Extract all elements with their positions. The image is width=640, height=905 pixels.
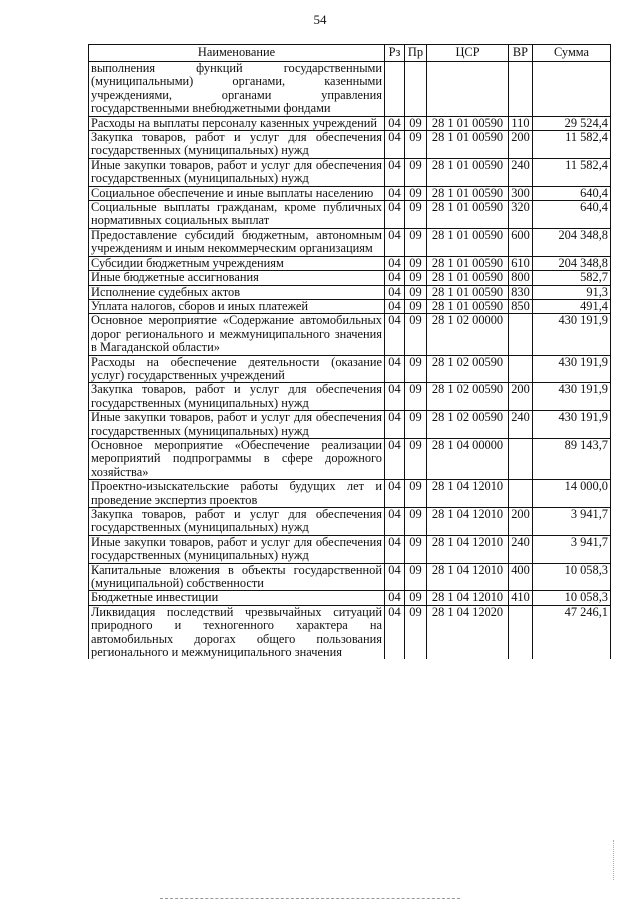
cell-sum: 582,7 xyxy=(533,271,611,285)
cell-pr: 09 xyxy=(405,285,427,299)
cell-csr: 28 1 01 00590 xyxy=(427,131,509,159)
table-row xyxy=(89,508,611,536)
table-row xyxy=(89,256,611,270)
cell-vr xyxy=(509,62,533,117)
cell-name: Бюджетные инвестиции xyxy=(89,591,385,605)
cell-name: Уплата налогов, сборов и иных платежей xyxy=(89,299,385,313)
cell-pr: 09 xyxy=(405,228,427,256)
cell-vr: 610 xyxy=(509,256,533,270)
cell-pr: 09 xyxy=(405,201,427,229)
cell-csr: 28 1 01 00590 xyxy=(427,271,509,285)
cell-csr: 28 1 01 00590 xyxy=(427,256,509,270)
table-row xyxy=(89,158,611,186)
cell-rz: 04 xyxy=(385,299,405,313)
cell-rz: 04 xyxy=(385,383,405,411)
cell-pr: 09 xyxy=(405,411,427,439)
cell-pr: 09 xyxy=(405,591,427,605)
cell-pr: 09 xyxy=(405,563,427,591)
cell-name: Ликвидация последствий чрезвычайных ситуаций природного и техногенного характера на автомобильных дорогах общего пользования регионального и межмуниципального значения xyxy=(89,605,385,659)
table-row xyxy=(89,383,611,411)
cell-csr: 28 1 01 00590 xyxy=(427,299,509,313)
cell-sum: 204 348,8 xyxy=(533,228,611,256)
cell-sum: 47 246,1 xyxy=(533,605,611,659)
cell-name: Социальные выплаты гражданам, кроме публичных нормативных социальных выплат xyxy=(89,201,385,229)
cell-sum: 10 058,3 xyxy=(533,591,611,605)
cell-csr: 28 1 01 00590 xyxy=(427,186,509,200)
cell-sum: 204 348,8 xyxy=(533,256,611,270)
table-row xyxy=(89,411,611,439)
cell-rz: 04 xyxy=(385,116,405,130)
cell-rz xyxy=(385,62,405,117)
cell-pr: 09 xyxy=(405,605,427,659)
table-row xyxy=(89,355,611,383)
cell-csr: 28 1 04 12010 xyxy=(427,563,509,591)
cell-csr xyxy=(427,62,509,117)
cell-name: Иные закупки товаров, работ и услуг для обеспечения государственных (муниципальных) нужд xyxy=(89,535,385,563)
cell-sum: 491,4 xyxy=(533,299,611,313)
cell-rz: 04 xyxy=(385,131,405,159)
cell-name: Иные бюджетные ассигнования xyxy=(89,271,385,285)
cell-csr: 28 1 01 00590 xyxy=(427,228,509,256)
cell-name: Капитальные вложения в объекты государственной (муниципальной) собственности xyxy=(89,563,385,591)
cell-rz: 04 xyxy=(385,256,405,270)
cell-pr: 09 xyxy=(405,383,427,411)
cell-sum: 3 941,7 xyxy=(533,535,611,563)
header-csr: ЦСР xyxy=(427,45,509,62)
table-row xyxy=(89,605,611,659)
cell-rz: 04 xyxy=(385,591,405,605)
cell-pr: 09 xyxy=(405,355,427,383)
cell-rz: 04 xyxy=(385,480,405,508)
cell-rz: 04 xyxy=(385,535,405,563)
cell-pr: 09 xyxy=(405,314,427,355)
cell-vr xyxy=(509,480,533,508)
cell-vr: 200 xyxy=(509,508,533,536)
cell-name: Основное мероприятие «Обеспечение реализации мероприятий подпрограммы в сфере дорожного хозяйства» xyxy=(89,438,385,479)
table-row xyxy=(89,186,611,200)
cell-rz: 04 xyxy=(385,314,405,355)
cell-sum: 430 191,9 xyxy=(533,383,611,411)
cell-sum: 430 191,9 xyxy=(533,314,611,355)
cell-sum: 14 000,0 xyxy=(533,480,611,508)
table-row xyxy=(89,563,611,591)
header-name: Наименование xyxy=(89,45,385,62)
cell-csr: 28 1 02 00590 xyxy=(427,355,509,383)
cell-csr: 28 1 04 12010 xyxy=(427,535,509,563)
cell-sum: 640,4 xyxy=(533,201,611,229)
cell-pr: 09 xyxy=(405,271,427,285)
cell-sum: 10 058,3 xyxy=(533,563,611,591)
cell-csr: 28 1 01 00590 xyxy=(427,158,509,186)
cell-csr: 28 1 01 00590 xyxy=(427,116,509,130)
cell-pr: 09 xyxy=(405,508,427,536)
cell-rz: 04 xyxy=(385,201,405,229)
table-row xyxy=(89,299,611,313)
cell-csr: 28 1 02 00590 xyxy=(427,383,509,411)
cell-name: Иные закупки товаров, работ и услуг для обеспечения государственных (муниципальных) нужд xyxy=(89,411,385,439)
cell-pr: 09 xyxy=(405,535,427,563)
cell-pr: 09 xyxy=(405,158,427,186)
cell-csr: 28 1 04 12010 xyxy=(427,480,509,508)
cell-vr: 400 xyxy=(509,563,533,591)
cell-rz: 04 xyxy=(385,563,405,591)
cell-pr: 09 xyxy=(405,186,427,200)
cell-name: Расходы на обеспечение деятельности (оказание услуг) государственных учреждений xyxy=(89,355,385,383)
cell-rz: 04 xyxy=(385,285,405,299)
cell-vr: 240 xyxy=(509,411,533,439)
page-number: 54 xyxy=(313,12,327,27)
cell-csr: 28 1 04 12010 xyxy=(427,508,509,536)
cell-vr xyxy=(509,355,533,383)
header-sum: Сумма xyxy=(533,45,611,62)
cell-pr: 09 xyxy=(405,480,427,508)
cell-name: Проектно-изыскательские работы будущих лет и проведение экспертиз проектов xyxy=(89,480,385,508)
table-row xyxy=(89,116,611,130)
header-rz: Рз xyxy=(385,45,405,62)
cell-vr: 200 xyxy=(509,131,533,159)
cell-name: Основное мероприятие «Содержание автомобильных дорог регионального и межмуниципального значения в Магаданской области» xyxy=(89,314,385,355)
cell-vr xyxy=(509,314,533,355)
table-row xyxy=(89,591,611,605)
cell-rz: 04 xyxy=(385,508,405,536)
cell-name: Предоставление субсидий бюджетным, автономным учреждениям и иным некоммерческим организациям xyxy=(89,228,385,256)
cell-vr xyxy=(509,605,533,659)
cell-rz: 04 xyxy=(385,271,405,285)
cell-csr: 28 1 04 12010 xyxy=(427,591,509,605)
budget-table xyxy=(88,44,611,659)
table-header-row xyxy=(89,45,611,62)
header-pr: Пр xyxy=(405,45,427,62)
cell-name: Социальное обеспечение и иные выплаты населению xyxy=(89,186,385,200)
table-row xyxy=(89,438,611,479)
table-row xyxy=(89,201,611,229)
cell-vr: 300 xyxy=(509,186,533,200)
table-row xyxy=(89,228,611,256)
cell-rz: 04 xyxy=(385,438,405,479)
margin-mark xyxy=(613,840,616,880)
cell-sum: 29 524,4 xyxy=(533,116,611,130)
header-vr: ВР xyxy=(509,45,533,62)
cell-vr: 600 xyxy=(509,228,533,256)
cell-csr: 28 1 04 00000 xyxy=(427,438,509,479)
cell-sum: 11 582,4 xyxy=(533,158,611,186)
cell-vr: 410 xyxy=(509,591,533,605)
cell-pr: 09 xyxy=(405,299,427,313)
cell-vr: 110 xyxy=(509,116,533,130)
cell-name: Закупка товаров, работ и услуг для обеспечения государственных (муниципальных) нужд xyxy=(89,383,385,411)
table-row xyxy=(89,271,611,285)
cell-pr xyxy=(405,62,427,117)
cell-sum: 430 191,9 xyxy=(533,355,611,383)
cell-pr: 09 xyxy=(405,116,427,130)
cell-csr: 28 1 01 00590 xyxy=(427,285,509,299)
cell-sum: 640,4 xyxy=(533,186,611,200)
table-row xyxy=(89,535,611,563)
cell-name: выполнения функций государственными (муниципальными) органами, казенными учреждениями, органами управления государственными внебюджетными фондами xyxy=(89,62,385,117)
cell-sum: 91,3 xyxy=(533,285,611,299)
cell-pr: 09 xyxy=(405,256,427,270)
cell-sum: 89 143,7 xyxy=(533,438,611,479)
cell-rz: 04 xyxy=(385,186,405,200)
table-row xyxy=(89,314,611,355)
cell-csr: 28 1 02 00000 xyxy=(427,314,509,355)
cell-name: Субсидии бюджетным учреждениям xyxy=(89,256,385,270)
cell-sum xyxy=(533,62,611,117)
cell-vr: 800 xyxy=(509,271,533,285)
cell-csr: 28 1 01 00590 xyxy=(427,201,509,229)
cell-name: Закупка товаров, работ и услуг для обеспечения государственных (муниципальных) нужд xyxy=(89,131,385,159)
cell-rz: 04 xyxy=(385,411,405,439)
table-row xyxy=(89,480,611,508)
table-row xyxy=(89,285,611,299)
cell-vr xyxy=(509,438,533,479)
cell-vr: 320 xyxy=(509,201,533,229)
cell-sum: 430 191,9 xyxy=(533,411,611,439)
cell-rz: 04 xyxy=(385,605,405,659)
cell-pr: 09 xyxy=(405,438,427,479)
footer-rule xyxy=(160,898,460,899)
table-row xyxy=(89,62,611,117)
cell-vr: 850 xyxy=(509,299,533,313)
cell-sum: 3 941,7 xyxy=(533,508,611,536)
cell-name: Иные закупки товаров, работ и услуг для обеспечения государственных (муниципальных) нужд xyxy=(89,158,385,186)
cell-csr: 28 1 04 12020 xyxy=(427,605,509,659)
cell-rz: 04 xyxy=(385,228,405,256)
cell-rz: 04 xyxy=(385,355,405,383)
table-row xyxy=(89,131,611,159)
cell-vr: 200 xyxy=(509,383,533,411)
cell-name: Расходы на выплаты персоналу казенных учреждений xyxy=(89,116,385,130)
cell-vr: 830 xyxy=(509,285,533,299)
cell-vr: 240 xyxy=(509,158,533,186)
cell-name: Закупка товаров, работ и услуг для обеспечения государственных (муниципальных) нужд xyxy=(89,508,385,536)
cell-sum: 11 582,4 xyxy=(533,131,611,159)
cell-rz: 04 xyxy=(385,158,405,186)
cell-csr: 28 1 02 00590 xyxy=(427,411,509,439)
cell-pr: 09 xyxy=(405,131,427,159)
cell-name: Исполнение судебных актов xyxy=(89,285,385,299)
cell-vr: 240 xyxy=(509,535,533,563)
